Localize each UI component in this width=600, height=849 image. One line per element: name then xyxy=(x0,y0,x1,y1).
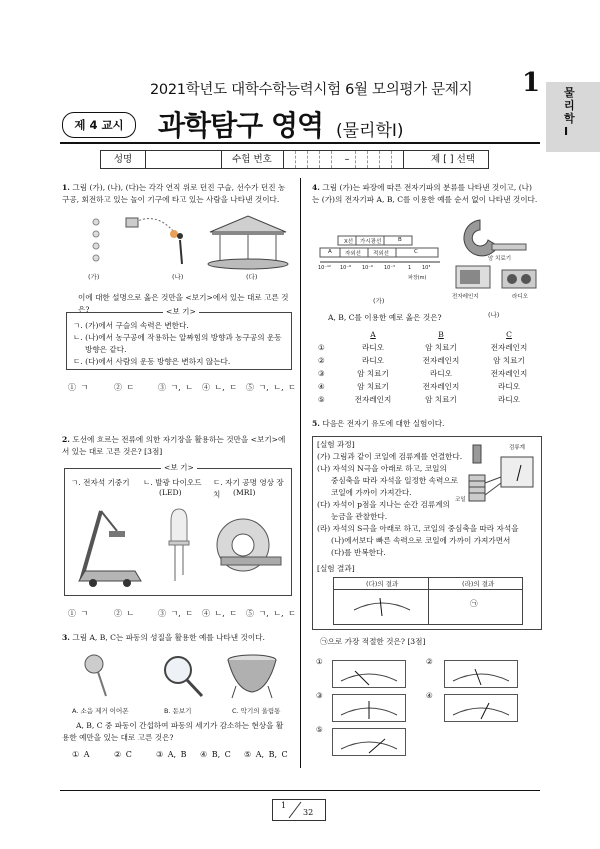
bogi-title: <보 기> xyxy=(161,462,197,474)
question-text: 그림 (가), (나), (다)는 각각 연직 위로 던진 구슬, 선수가 던진 농구공, 회전하고 있는 놀이 기구에 타고 있는 사람을 나타낸 것이다. xyxy=(62,183,286,204)
number-cell-divider xyxy=(379,151,381,168)
question-1 xyxy=(62,182,290,206)
spectrum-tick: 10⁻⁹ xyxy=(340,265,352,271)
process-step: (나) 자석의 N극을 아래로 하고, 코일의 xyxy=(317,464,447,473)
spectrum-label: A xyxy=(328,249,332,255)
table-cell: 암 치료기 xyxy=(357,382,389,391)
number-dash: – xyxy=(344,154,350,165)
spectrum-tick: 10⁻³ xyxy=(384,265,396,271)
number-cell-divider xyxy=(295,151,297,168)
result-header: (다)의 결과 xyxy=(366,580,399,588)
choice-marker[interactable]: ④ xyxy=(426,691,433,700)
led-figure xyxy=(169,509,189,581)
spectrum-label: C xyxy=(414,249,418,255)
answer-choice[interactable]: ① ㄱ xyxy=(68,609,89,618)
q2-figures xyxy=(71,501,285,591)
table-header: A xyxy=(370,330,376,339)
choice-marker[interactable]: ② xyxy=(426,657,433,666)
bogi-item: ㄷ. 자기 공명 영상 장치 xyxy=(213,478,284,499)
question-number: 5. xyxy=(312,419,320,428)
number-label: 수험 번호 xyxy=(221,151,284,168)
choice-marker[interactable]: ⑤ xyxy=(316,725,323,734)
option-galvanometer[interactable] xyxy=(332,694,406,722)
question-number: 2. xyxy=(62,435,70,444)
electromagnet-crane-figure xyxy=(79,511,141,587)
exam-title: 2021학년도 대학수학능력시험 6월 모의평가 문제지 xyxy=(150,82,473,98)
coil-figure xyxy=(469,475,485,501)
table-row[interactable] xyxy=(318,367,548,380)
footer-total: 32 xyxy=(303,808,314,817)
table-cell: 라디오 xyxy=(497,395,520,404)
subject-title: 과학탐구 영역 xyxy=(158,109,324,142)
drum-figure xyxy=(228,655,276,698)
process-title: [실험 과정] xyxy=(317,440,355,449)
figure-caption: (나) xyxy=(172,273,184,281)
select-label: 제 [ ] 선택 xyxy=(430,154,475,165)
question-text: 그림 (가)는 파장에 따른 전자기파의 분류를 나타낸 것이고, (나)는 (가)의 전자기파 A, B, C를 이용한 예를 순서 없이 나타낸 것이다. xyxy=(312,183,538,204)
question-prompt: 이에 대한 설명으로 옳은 것만을 <보기>에서 있는 대로 고른 것은? xyxy=(78,293,289,314)
table-cell: 라디오 xyxy=(429,369,452,378)
process-step: (다)를 반복한다. xyxy=(331,548,386,557)
bogi-title: <보 기> xyxy=(163,306,199,318)
process-step: 중심축을 따라 자석을 일정한 속력으로 xyxy=(331,476,459,485)
spectrum-label: 가시광선 xyxy=(360,239,382,245)
answer-choice[interactable]: ③ ㄱ, ㄴ xyxy=(158,383,194,392)
examinee-info-row xyxy=(100,150,489,169)
choice-marker[interactable]: ③ xyxy=(318,369,325,378)
table-cell: 암 치료기 xyxy=(425,343,457,352)
table-cell: 암 치료기 xyxy=(493,356,525,365)
bogi-item: 방향은 같다. xyxy=(85,345,127,354)
choice-marker[interactable]: ② xyxy=(318,356,325,365)
figure-caption: A. 소음 제거 이어폰 xyxy=(72,707,129,715)
table-row[interactable] xyxy=(318,341,548,354)
q3-figures xyxy=(66,652,292,700)
option-galvanometer[interactable] xyxy=(444,660,518,688)
table-header-row xyxy=(318,328,548,341)
answer-choice[interactable]: ② ㄷ xyxy=(114,383,135,392)
question-2 xyxy=(62,434,290,458)
table-row[interactable] xyxy=(318,380,548,393)
answer-choice[interactable]: ④ ㄴ, ㄷ xyxy=(202,609,238,618)
process-step: (라) 자석의 S극을 아래로 하고, 코일의 중심축을 따라 자석을 xyxy=(317,524,519,533)
spectrum-label: 적외선 xyxy=(373,251,389,257)
question-text: 그림 A, B, C는 파동의 성질을 활용한 예를 나타낸 것이다. xyxy=(72,633,265,642)
mri-figure xyxy=(217,519,281,571)
question-3 xyxy=(62,632,290,644)
page-footer xyxy=(272,799,326,821)
table-row[interactable] xyxy=(318,393,548,406)
apparatus-label: 코일 xyxy=(455,497,466,503)
device-label: 암 치료기 xyxy=(488,256,512,262)
question-number: 1. xyxy=(62,183,70,192)
number-cell-divider xyxy=(367,151,369,168)
table-cell: 전자레인지 xyxy=(422,382,460,391)
bogi-box xyxy=(64,463,292,596)
number-cell-divider xyxy=(391,151,393,168)
bogi-box xyxy=(66,307,292,370)
table-cell: 전자레인지 xyxy=(490,343,528,352)
magnet-figure xyxy=(473,445,481,463)
magnifier-figure xyxy=(165,657,202,696)
result-header: (라)의 결과 xyxy=(462,580,495,588)
subject-side-tab xyxy=(546,82,600,152)
column-divider xyxy=(300,178,301,768)
answer-choice[interactable]: ⑤ ㄱ, ㄴ, ㄷ xyxy=(246,383,296,392)
q1-figures xyxy=(70,212,295,274)
table-cell: 전자레인지 xyxy=(490,369,528,378)
question-5 xyxy=(312,418,538,430)
table-header: C xyxy=(506,330,512,339)
header-rule xyxy=(60,142,540,144)
spectrum-tick: 10⁻⁶ xyxy=(362,265,374,271)
figure-caption: (가) xyxy=(373,297,385,305)
answer-choice[interactable]: ③ ㄱ, ㄷ xyxy=(158,609,194,618)
answer-choice[interactable]: ③ A, B xyxy=(156,750,187,759)
bogi-item: ㄱ. 전자석 기중기 xyxy=(71,478,130,487)
option-galvanometer[interactable] xyxy=(444,694,518,722)
q4-answer-table xyxy=(318,328,548,406)
choice-marker[interactable]: ① xyxy=(318,343,325,352)
bogi-item: ㄷ. (다)에서 사람의 운동 방향은 변하지 않는다. xyxy=(73,357,231,366)
cancer-treatment-machine-figure xyxy=(464,220,526,256)
answer-choice[interactable]: ② C xyxy=(114,750,132,759)
period-badge: 제 4 교시 xyxy=(62,112,136,138)
spectrum-label: 자외선 xyxy=(345,251,361,257)
galvanometer-reading-figure xyxy=(348,592,416,620)
bogi-item: (LED) xyxy=(159,488,182,497)
option-galvanometer[interactable] xyxy=(332,660,406,688)
result-mark: ㉠ xyxy=(470,599,478,608)
table-cell: 전자레인지 xyxy=(422,356,460,365)
question-text: 다음은 전자기 유도에 대한 실험이다. xyxy=(322,419,445,428)
process-step: (나)에서보다 빠른 속력으로 코일에 가까이 가져가면서 xyxy=(331,536,511,545)
bogi-item: ㄱ. (가)에서 구슬의 속력은 변한다. xyxy=(73,321,189,330)
answer-choice[interactable]: ① ㄱ xyxy=(68,383,89,392)
question-number: 3. xyxy=(62,633,70,642)
footer-page: 1 xyxy=(281,801,287,810)
question-prompt: A, B, C를 이용한 예로 옳은 것은? xyxy=(328,313,442,322)
process-step: (가) 그림과 같이 코일에 검류계를 연결한다. xyxy=(317,452,463,461)
answer-choice[interactable]: ① A xyxy=(72,750,90,759)
apparatus-label: 검류계 xyxy=(509,445,525,451)
table-cell: 라디오 xyxy=(361,356,384,365)
spectrum-label: X선 xyxy=(344,239,354,245)
process-step: 코일에 가까이 가져간다. xyxy=(331,488,412,497)
question-prompt: A, B, C 중 파동이 간섭하여 파동의 세기가 감소하는 현상을 활용한 예만을 있는 대로 고른 것은? xyxy=(62,721,284,742)
table-cell: 암 치료기 xyxy=(425,395,457,404)
table-cell: 라디오 xyxy=(361,343,384,352)
answer-choice[interactable]: ④ ㄴ, ㄷ xyxy=(202,383,238,392)
microwave-figure xyxy=(456,266,490,288)
spectrum-tick: 1 xyxy=(408,265,412,271)
table-header: B xyxy=(438,330,444,339)
induction-apparatus-figure xyxy=(463,443,539,513)
number-cell-divider xyxy=(331,151,333,168)
subject-subtitle: (물리학Ⅰ) xyxy=(336,121,404,141)
page-number: 1 xyxy=(522,68,541,98)
number-cell-divider xyxy=(307,151,309,168)
earphone-figure xyxy=(85,655,106,696)
marble-figure xyxy=(93,219,99,261)
question-4 xyxy=(312,182,538,206)
spectrum-axis-label: 파장(m) xyxy=(408,275,427,281)
bogi-item: ㄴ. (나)에서 농구공에 작용하는 알짜힘의 방향과 농구공의 운동 xyxy=(73,333,282,342)
footer-rule xyxy=(60,790,540,791)
figure-caption: B. 돋보기 xyxy=(164,707,192,715)
question-number: 4. xyxy=(312,183,320,192)
bogi-item: (MRI) xyxy=(233,488,256,497)
figure-caption: C. 악기의 울림통 xyxy=(232,707,281,715)
choice-marker[interactable]: ③ xyxy=(316,691,323,700)
figure-caption: (다) xyxy=(246,273,258,281)
figure-caption: (나) xyxy=(488,311,500,319)
table-cell: 암 치료기 xyxy=(357,369,389,378)
radio-figure xyxy=(502,270,536,288)
bogi-item: ㄴ. 발광 다이오드 xyxy=(143,478,202,487)
answer-choice[interactable]: ④ B, C xyxy=(200,750,231,759)
spectrum-label: B xyxy=(398,237,402,243)
table-cell: 라디오 xyxy=(497,382,520,391)
spectrum-tick: 10³ xyxy=(422,265,431,271)
name-label: 성명 xyxy=(101,151,146,168)
experiment-box xyxy=(312,436,542,630)
choice-marker[interactable]: ① xyxy=(316,657,323,666)
option-galvanometer[interactable] xyxy=(332,728,406,756)
number-cell-divider xyxy=(319,151,321,168)
choice-marker[interactable]: ④ xyxy=(318,382,325,391)
number-cell-divider xyxy=(355,151,357,168)
result-table xyxy=(333,577,523,625)
info-divider xyxy=(403,151,405,168)
figure-caption: (가) xyxy=(88,273,100,281)
table-row[interactable] xyxy=(318,354,548,367)
process-step: (다) 자석이 p점을 지나는 순간 검류계의 xyxy=(317,500,450,509)
question-prompt: ㉠으로 가장 적절한 것은? [3점] xyxy=(320,637,426,646)
choice-marker[interactable]: ⑤ xyxy=(318,395,325,404)
answer-choice[interactable]: ⑤ ㄱ, ㄴ, ㄷ xyxy=(246,609,296,618)
device-label: 라디오 xyxy=(512,294,528,300)
answer-choice[interactable]: ⑤ A, B, C xyxy=(244,750,288,759)
question-text: 도선에 흐르는 전류에 의한 자기장을 활용하는 것만을 <보기>에서 있는 대로 고른 것은? [3점] xyxy=(62,435,286,456)
spectrum-tick: 10⁻¹² xyxy=(318,265,332,271)
name-field[interactable] xyxy=(145,151,222,168)
table-cell: 전자레인지 xyxy=(354,395,392,404)
answer-choice[interactable]: ② ㄴ xyxy=(114,609,135,618)
result-title: [실험 결과] xyxy=(317,564,355,573)
basketball-player-figure xyxy=(126,218,183,264)
side-tab-label: 물리학Ⅰ xyxy=(564,86,575,138)
carousel-figure xyxy=(208,216,288,269)
galvanometer-figure xyxy=(501,457,533,487)
process-step: 눈금을 관찰한다. xyxy=(331,512,388,521)
device-label: 전자레인지 xyxy=(452,294,479,300)
